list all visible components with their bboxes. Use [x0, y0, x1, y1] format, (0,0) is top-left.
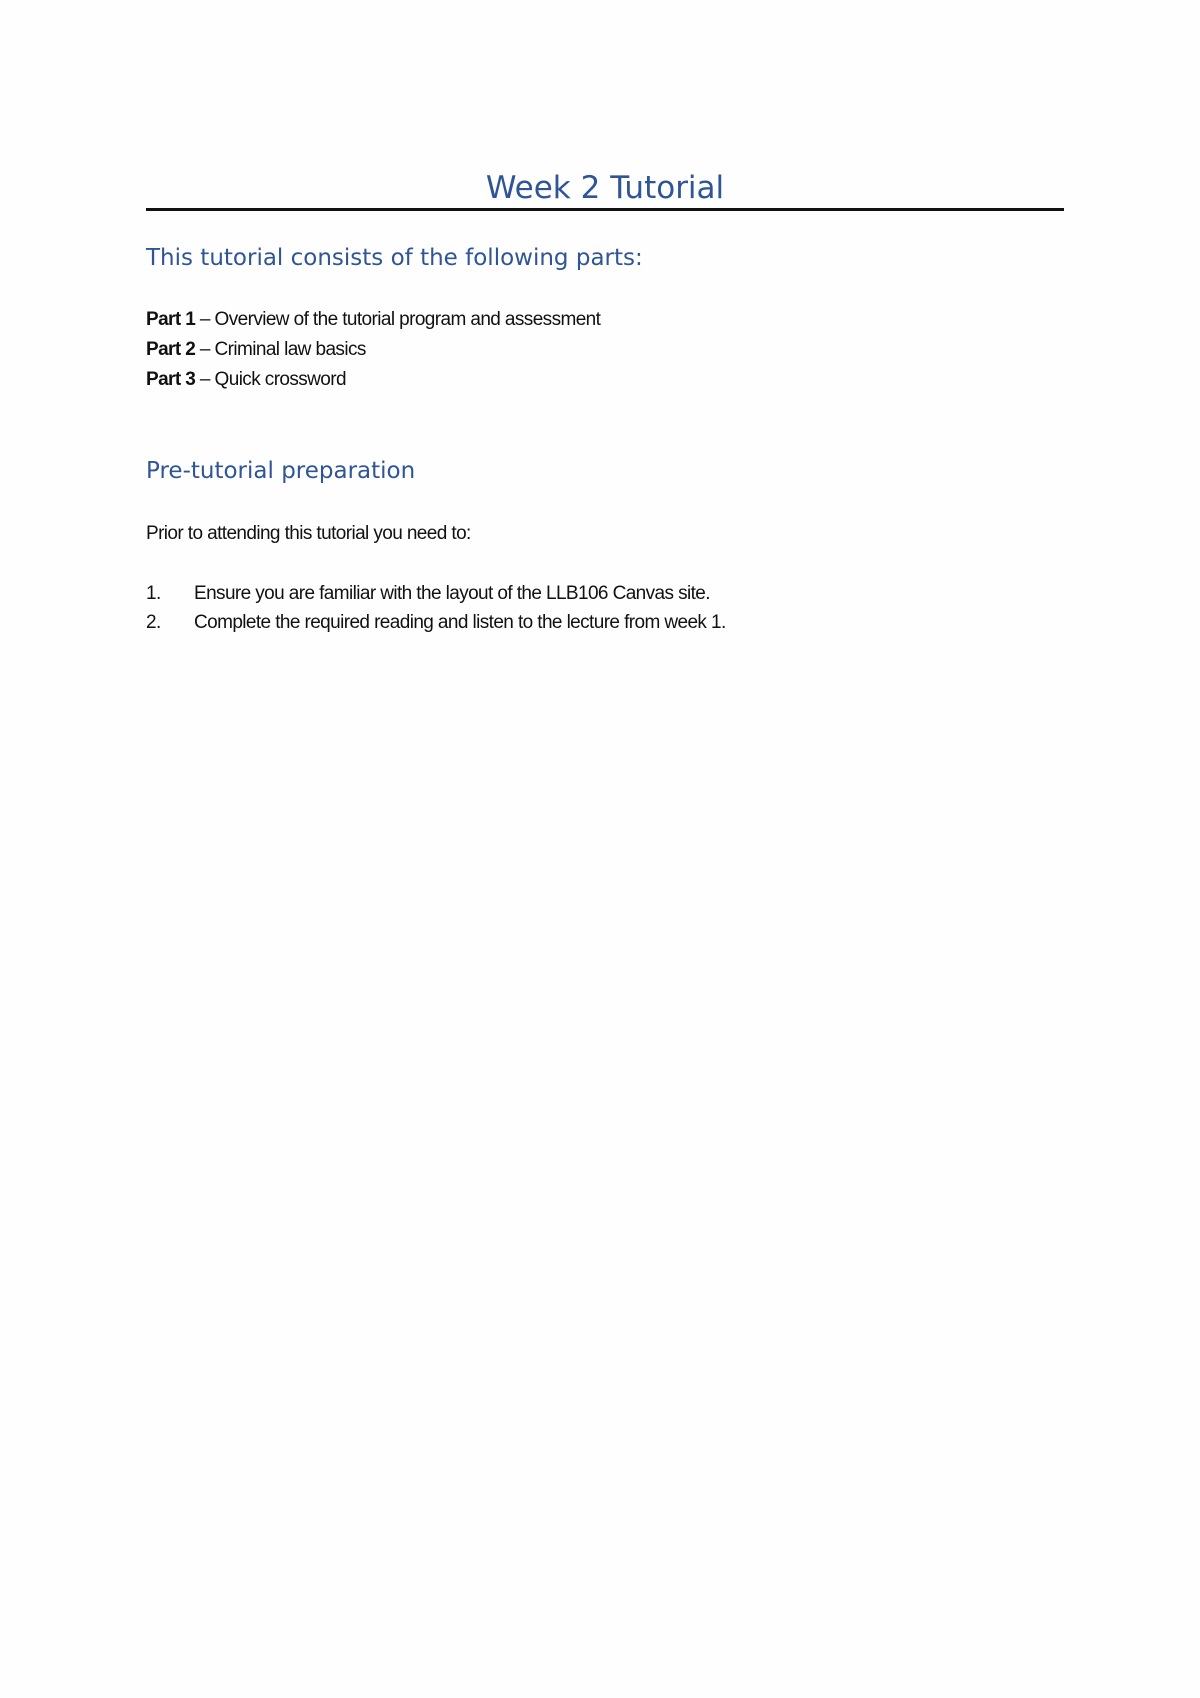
- part-item: [146, 369, 346, 391]
- part-label: Part 2: [146, 339, 196, 360]
- list-text: Ensure you are familiar with the layout of the LLB106 Canvas site.: [194, 583, 710, 604]
- part-label: Part 1: [146, 309, 196, 330]
- list-number: 1.: [146, 583, 161, 604]
- page-title: Week 2 Tutorial: [485, 170, 725, 206]
- prep-list-item: [146, 583, 1046, 607]
- list-text: Complete the required reading and listen to the lecture from week 1.: [194, 612, 726, 633]
- part-text: – Criminal law basics: [195, 339, 366, 360]
- part-text: – Overview of the tutorial program and assessment: [195, 309, 601, 330]
- part-label: Part 3: [146, 369, 196, 390]
- prep-heading: Pre-tutorial preparation: [146, 458, 416, 484]
- list-number: 2.: [146, 612, 161, 633]
- part-item: [146, 339, 366, 361]
- parts-heading: This tutorial consists of the following parts:: [146, 245, 643, 271]
- part-text: – Quick crossword: [195, 369, 346, 390]
- prep-list-item: [146, 612, 1046, 636]
- part-item: [146, 309, 600, 331]
- prep-intro: Prior to attending this tutorial you need to:: [146, 523, 471, 544]
- title-divider: [146, 208, 1064, 211]
